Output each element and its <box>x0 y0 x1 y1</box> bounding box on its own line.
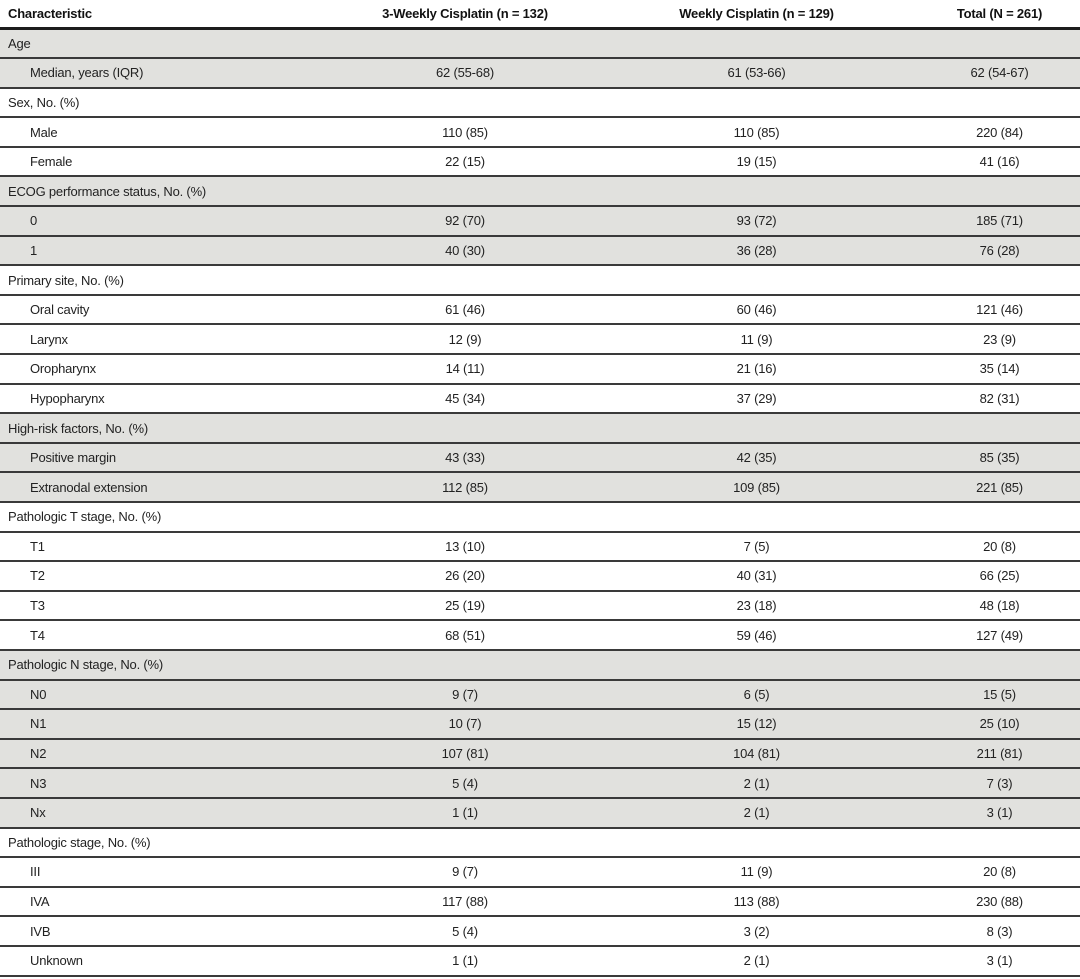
row-label: Positive margin <box>0 443 302 473</box>
value-cell: 211 (81) <box>885 739 1080 769</box>
section-header-row <box>0 650 1080 680</box>
value-cell: 60 (46) <box>628 295 885 325</box>
section-header-label: Pathologic stage, No. (%) <box>0 828 1080 858</box>
value-cell: 2 (1) <box>628 946 885 976</box>
value-cell: 62 (55-68) <box>302 58 628 88</box>
table-row <box>0 354 1080 384</box>
row-label: 0 <box>0 206 302 236</box>
column-header-4: Total (N = 261) <box>885 0 1080 29</box>
table-row <box>0 739 1080 769</box>
value-cell: 121 (46) <box>885 295 1080 325</box>
section-header-row <box>0 502 1080 532</box>
value-cell: 61 (46) <box>302 295 628 325</box>
table-row <box>0 916 1080 946</box>
value-cell: 10 (7) <box>302 709 628 739</box>
table-row <box>0 709 1080 739</box>
row-label: N3 <box>0 768 302 798</box>
value-cell: 76 (28) <box>885 236 1080 266</box>
section-header-row <box>0 413 1080 443</box>
section-header-label: Sex, No. (%) <box>0 88 1080 118</box>
table-row <box>0 324 1080 354</box>
row-label: T2 <box>0 561 302 591</box>
table-row <box>0 58 1080 88</box>
section-header-row <box>0 265 1080 295</box>
value-cell: 7 (5) <box>628 532 885 562</box>
section-header-row <box>0 88 1080 118</box>
table-row <box>0 443 1080 473</box>
section-header-row <box>0 29 1080 59</box>
table-row <box>0 206 1080 236</box>
value-cell: 11 (9) <box>628 857 885 887</box>
table-row <box>0 472 1080 502</box>
row-label: Median, years (IQR) <box>0 58 302 88</box>
table-row <box>0 946 1080 976</box>
value-cell: 93 (72) <box>628 206 885 236</box>
value-cell: 3 (1) <box>885 798 1080 828</box>
value-cell: 2 (1) <box>628 768 885 798</box>
value-cell: 185 (71) <box>885 206 1080 236</box>
value-cell: 117 (88) <box>302 887 628 917</box>
table-row <box>0 857 1080 887</box>
table-row <box>0 236 1080 266</box>
value-cell: 40 (31) <box>628 561 885 591</box>
row-label: Male <box>0 117 302 147</box>
row-label: Female <box>0 147 302 177</box>
value-cell: 82 (31) <box>885 384 1080 414</box>
table-row <box>0 591 1080 621</box>
section-header-label: Age <box>0 29 1080 59</box>
row-label: N0 <box>0 680 302 710</box>
value-cell: 11 (9) <box>628 324 885 354</box>
row-label: T3 <box>0 591 302 621</box>
table-row <box>0 680 1080 710</box>
value-cell: 3 (2) <box>628 916 885 946</box>
value-cell: 5 (4) <box>302 916 628 946</box>
column-header-row <box>0 0 1080 29</box>
column-header-3: Weekly Cisplatin (n = 129) <box>628 0 885 29</box>
row-label: T1 <box>0 532 302 562</box>
value-cell: 42 (35) <box>628 443 885 473</box>
value-cell: 62 (54-67) <box>885 58 1080 88</box>
value-cell: 20 (8) <box>885 857 1080 887</box>
section-header-row <box>0 828 1080 858</box>
value-cell: 59 (46) <box>628 620 885 650</box>
value-cell: 37 (29) <box>628 384 885 414</box>
row-label: N2 <box>0 739 302 769</box>
section-header-row <box>0 176 1080 206</box>
section-header-label: Pathologic T stage, No. (%) <box>0 502 1080 532</box>
value-cell: 1 (1) <box>302 946 628 976</box>
value-cell: 43 (33) <box>302 443 628 473</box>
section-header-label: ECOG performance status, No. (%) <box>0 176 1080 206</box>
row-label: Larynx <box>0 324 302 354</box>
row-label: Hypopharynx <box>0 384 302 414</box>
table-row <box>0 117 1080 147</box>
value-cell: 36 (28) <box>628 236 885 266</box>
value-cell: 1 (1) <box>302 798 628 828</box>
table-row <box>0 768 1080 798</box>
table-row <box>0 384 1080 414</box>
value-cell: 85 (35) <box>885 443 1080 473</box>
value-cell: 2 (1) <box>628 798 885 828</box>
value-cell: 6 (5) <box>628 680 885 710</box>
value-cell: 40 (30) <box>302 236 628 266</box>
value-cell: 107 (81) <box>302 739 628 769</box>
row-label: Nx <box>0 798 302 828</box>
value-cell: 112 (85) <box>302 472 628 502</box>
value-cell: 14 (11) <box>302 354 628 384</box>
value-cell: 13 (10) <box>302 532 628 562</box>
table-row <box>0 532 1080 562</box>
row-label: Extranodal extension <box>0 472 302 502</box>
value-cell: 92 (70) <box>302 206 628 236</box>
table-row <box>0 887 1080 917</box>
row-label: T4 <box>0 620 302 650</box>
value-cell: 19 (15) <box>628 147 885 177</box>
row-label: 1 <box>0 236 302 266</box>
value-cell: 9 (7) <box>302 857 628 887</box>
table-row <box>0 798 1080 828</box>
value-cell: 48 (18) <box>885 591 1080 621</box>
value-cell: 110 (85) <box>302 117 628 147</box>
value-cell: 61 (53-66) <box>628 58 885 88</box>
table-row <box>0 147 1080 177</box>
value-cell: 104 (81) <box>628 739 885 769</box>
value-cell: 20 (8) <box>885 532 1080 562</box>
value-cell: 66 (25) <box>885 561 1080 591</box>
section-header-label: High-risk factors, No. (%) <box>0 413 1080 443</box>
value-cell: 25 (19) <box>302 591 628 621</box>
table-body <box>0 29 1080 976</box>
value-cell: 8 (3) <box>885 916 1080 946</box>
table-row <box>0 561 1080 591</box>
value-cell: 23 (18) <box>628 591 885 621</box>
section-header-label: Pathologic N stage, No. (%) <box>0 650 1080 680</box>
row-label: N1 <box>0 709 302 739</box>
value-cell: 109 (85) <box>628 472 885 502</box>
value-cell: 21 (16) <box>628 354 885 384</box>
row-label: Oropharynx <box>0 354 302 384</box>
value-cell: 35 (14) <box>885 354 1080 384</box>
row-label: III <box>0 857 302 887</box>
table-row <box>0 295 1080 325</box>
value-cell: 3 (1) <box>885 946 1080 976</box>
value-cell: 23 (9) <box>885 324 1080 354</box>
value-cell: 220 (84) <box>885 117 1080 147</box>
column-header-2: 3-Weekly Cisplatin (n = 132) <box>302 0 628 29</box>
value-cell: 127 (49) <box>885 620 1080 650</box>
value-cell: 5 (4) <box>302 768 628 798</box>
value-cell: 41 (16) <box>885 147 1080 177</box>
row-label: Unknown <box>0 946 302 976</box>
table-row <box>0 620 1080 650</box>
value-cell: 45 (34) <box>302 384 628 414</box>
value-cell: 12 (9) <box>302 324 628 354</box>
value-cell: 15 (12) <box>628 709 885 739</box>
value-cell: 221 (85) <box>885 472 1080 502</box>
value-cell: 25 (10) <box>885 709 1080 739</box>
value-cell: 7 (3) <box>885 768 1080 798</box>
row-label: Oral cavity <box>0 295 302 325</box>
value-cell: 113 (88) <box>628 887 885 917</box>
value-cell: 230 (88) <box>885 887 1080 917</box>
row-label: IVA <box>0 887 302 917</box>
value-cell: 15 (5) <box>885 680 1080 710</box>
value-cell: 22 (15) <box>302 147 628 177</box>
value-cell: 110 (85) <box>628 117 885 147</box>
value-cell: 9 (7) <box>302 680 628 710</box>
section-header-label: Primary site, No. (%) <box>0 265 1080 295</box>
row-label: IVB <box>0 916 302 946</box>
value-cell: 26 (20) <box>302 561 628 591</box>
value-cell: 68 (51) <box>302 620 628 650</box>
column-header-1: Characteristic <box>0 0 302 29</box>
